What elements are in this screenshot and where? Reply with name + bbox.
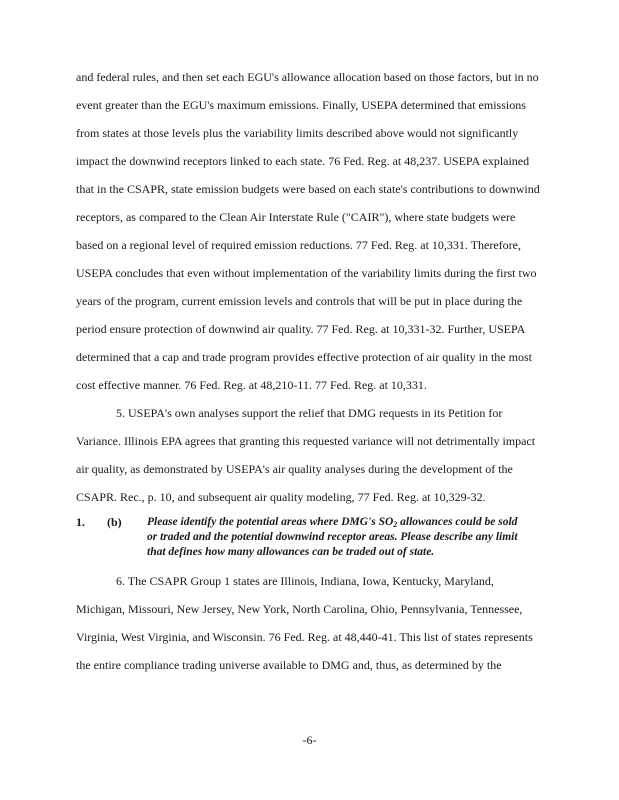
text-line: that in the CSAPR, state emission budgets were based on each state's contributions to downwind: [76, 182, 540, 196]
paragraph-6-line: 6. The CSAPR Group 1 states are Illinois, Indiana, Iowa, Kentucky, Maryland,: [116, 574, 494, 588]
question-subpart: (b): [107, 515, 122, 529]
question-line-1-post: allowances could be sold: [397, 516, 518, 528]
text-line: USEPA concludes that even without implementation of the variability limits during the first two: [76, 266, 537, 280]
paragraph-5-line: air quality, as demonstrated by USEPA's air quality analyses during the development of the: [76, 462, 513, 476]
question-line-1-pre: Please identify the potential areas where DMG's SO: [147, 516, 394, 528]
question-number: 1.: [76, 515, 85, 529]
paragraph-6-line: the entire compliance trading universe available to DMG and, thus, as determined by the: [76, 658, 502, 672]
text-line: impact the downwind receptors linked to each state. 76 Fed. Reg. at 48,237. USEPA explained: [76, 154, 530, 168]
paragraph-5-line: Variance. Illinois EPA agrees that granting this requested variance will not detrimentally impact: [76, 434, 536, 448]
text-line: from states at those levels plus the variability limits described above would not significantly: [76, 126, 519, 140]
text-line: period ensure protection of downwind air quality. 77 Fed. Reg. at 10,331-32. Further, USEPA: [76, 322, 526, 336]
question-line-3: that defines how many allowances can be traded out of state.: [147, 546, 435, 558]
paragraph-6-line: Michigan, Missouri, New Jersey, New York, North Carolina, Ohio, Pennsylvania, Tennessee,: [76, 602, 523, 616]
text-line: event greater than the EGU's maximum emissions. Finally, USEPA determined that emissions: [76, 98, 526, 112]
page-number: -6-: [302, 733, 317, 747]
text-line: receptors, as compared to the Clean Air Interstate Rule ("CAIR"), where state budgets were: [76, 210, 516, 224]
text-line: years of the program, current emission levels and controls that will be put in place during the: [76, 294, 523, 308]
text-line: cost effective manner. 76 Fed. Reg. at 48,210-11. 77 Fed. Reg. at 10,331.: [76, 378, 427, 392]
text-line: and federal rules, and then set each EGU's allowance allocation based on those factors, but in no: [76, 70, 539, 84]
question-line-2: or traded and the potential downwind receptor areas. Please describe any limit: [147, 531, 518, 543]
text-line: determined that a cap and trade program provides effective protection of air quality in the most: [76, 350, 532, 364]
question-subscript: 2: [393, 520, 398, 529]
text-line: based on a regional level of required emission reductions. 77 Fed. Reg. at 10,331. Therefore,: [76, 238, 521, 252]
paragraph-5-line: 5. USEPA's own analyses support the relief that DMG requests in its Petition for: [116, 406, 503, 420]
paragraph-6-line: Virginia, West Virginia, and Wisconsin. 76 Fed. Reg. at 48,440-41. This list of states represents: [76, 630, 533, 644]
paragraph-5-line: CSAPR. Rec., p. 10, and subsequent air quality modeling, 77 Fed. Reg. at 10,329-32.: [76, 490, 486, 504]
